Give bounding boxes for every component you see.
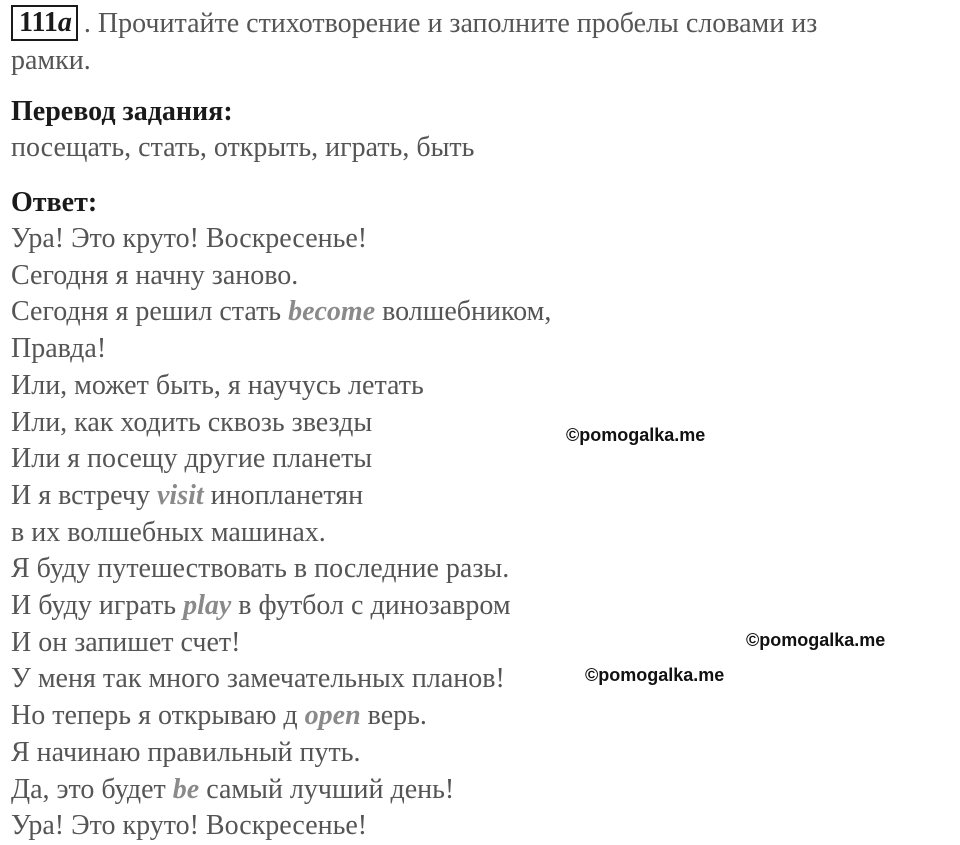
- task-statement: [11, 5, 951, 79]
- inserted-word: play: [183, 590, 232, 622]
- poem-text: Ура! Это круто! Воскресенье!: [11, 223, 368, 254]
- poem-line: [11, 331, 951, 368]
- poem-line: [11, 808, 951, 845]
- task-text-line1: Прочитайте стихотворение и заполните пробелы словами из: [97, 8, 818, 39]
- task-number: 111: [19, 7, 58, 38]
- poem-line: [11, 588, 951, 625]
- poem-line: [11, 661, 951, 698]
- inserted-word: open: [304, 700, 361, 732]
- poem-text: Сегодня я начну заново.: [11, 259, 299, 291]
- poem-text: У меня так много замечательных планов!: [11, 663, 505, 695]
- poem-line: [11, 368, 951, 405]
- watermark: ©pomogalka.me: [746, 630, 886, 650]
- document-page: [11, 0, 951, 845]
- poem-text: И он запишет счет!: [11, 626, 241, 658]
- task-text-line2: рамки.: [11, 45, 91, 76]
- inserted-word: visit: [156, 479, 204, 511]
- translation-words: посещать, стать, открыть, играть, быть: [11, 132, 475, 163]
- poem-text: Или я посещу другие планеты: [11, 443, 373, 475]
- poem-text: Сегодня я решил стать: [11, 296, 289, 328]
- poem-text: Или, как ходить сквозь звезды: [11, 406, 373, 438]
- inserted-word: become: [288, 296, 376, 328]
- poem-text: инопланетян: [203, 479, 364, 511]
- translation-heading: Перевод задания:: [11, 96, 233, 127]
- poem-line: [11, 515, 951, 552]
- task-letter: a: [57, 7, 72, 38]
- poem-line: [11, 478, 951, 515]
- poem-line: [11, 294, 951, 331]
- answer-heading: Ответ:: [11, 187, 98, 218]
- poem-text: самый лучший день!: [199, 773, 455, 805]
- poem-line: [11, 698, 951, 735]
- poem-text: в футбол с динозавром: [231, 590, 511, 622]
- poem-line: [11, 735, 951, 772]
- inserted-word: be: [172, 773, 200, 805]
- poem-text: И я встречу: [11, 479, 157, 511]
- poem-text: Правда!: [11, 333, 107, 365]
- poem-text: Или, может быть, я научусь летать: [11, 369, 424, 401]
- answer-poem: [11, 221, 951, 845]
- task-number-period: .: [83, 8, 91, 39]
- poem-line: [11, 221, 951, 258]
- poem-text: Но теперь я открываю д: [11, 700, 305, 732]
- poem-text: Да, это будет: [11, 773, 173, 805]
- task-number-box: [11, 5, 78, 41]
- poem-text: в их волшебных машинах.: [11, 516, 326, 548]
- poem-text: Я буду путешествовать в последние разы.: [11, 553, 510, 585]
- watermark: ©pomogalka.me: [585, 665, 725, 685]
- poem-line: [11, 405, 951, 442]
- poem-line: [11, 772, 951, 809]
- poem-text: Я начинаю правильный путь.: [11, 736, 361, 768]
- poem-line: [11, 551, 951, 588]
- poem-text: И буду играть: [11, 590, 184, 622]
- watermark: ©pomogalka.me: [566, 425, 706, 445]
- poem-text: волшебником,: [375, 296, 552, 328]
- poem-line: [11, 441, 951, 478]
- poem-text: верь.: [360, 700, 427, 732]
- poem-line: [11, 258, 951, 295]
- poem-text: Ура! Это круто! Воскресенье!: [11, 810, 368, 842]
